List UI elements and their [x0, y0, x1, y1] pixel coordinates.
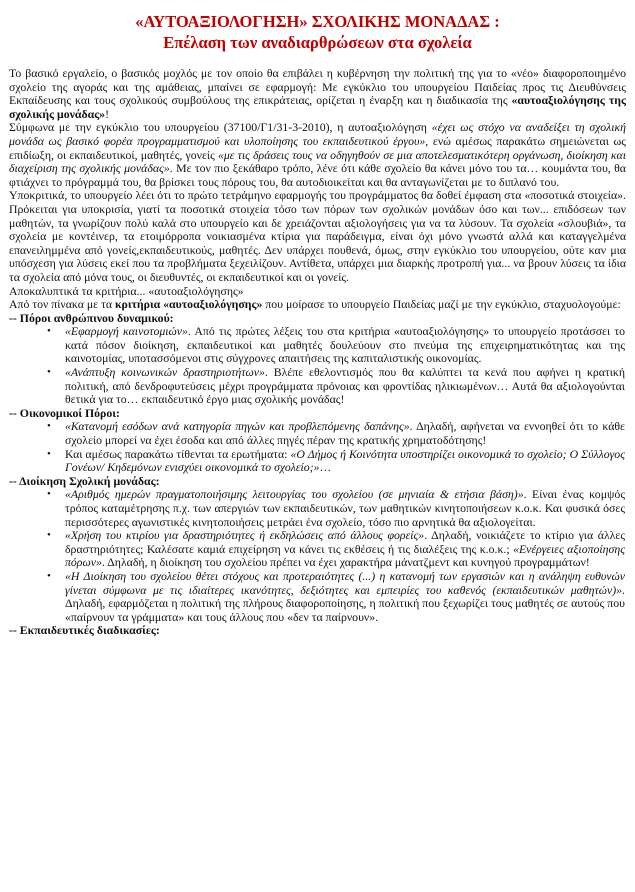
- item-text: . Δηλαδή, νοικιάζετε το κτίριο για άλλες δραστηριότητες; Καλέσατε καμιά επιχείρηση να κάνει τις εκθέσεις ή τις διαλέξεις της κ.ο.κ.;: [65, 528, 626, 556]
- item-italic: «Κατανομή εσόδων ανά κατηγορία πηγών και προβλεπόμενης δαπάνης»: [65, 419, 410, 434]
- item-tail: . Δηλαδή, η διοίκηση του σχολείου πρέπει να έχει χαρακτήρα μάνατζμεντ και κυνηγού προγραμμάτων!: [101, 555, 590, 570]
- list-item: [9, 420, 626, 447]
- para2-text-a: Σύμφωνα με την εγκύκλιο του υπουργείου (37100/Γ1/31-3-2010), η αυτοαξιολόγηση: [9, 120, 432, 135]
- list-item: [9, 570, 626, 624]
- bullet-icon: •: [47, 447, 51, 460]
- intro-text: Το βασικό εργαλείο, ο βασικός μοχλός με τον οποίο θα επιβάλει η κυβέρνηση την πολιτική της για το «νέο» διαφοροποιημένο σχολείο της αγοράς και της αμάθειας, μπαίνει σε εφαρμογή: Με εγκύκλιο του υπουργείου Παιδείας προς τις Διευθύνσεις Εκπαίδευσης και τους σχολικούς συμβούλους της επικράτειας, ορίζεται η έναρξη και η διαδικασία της: [9, 66, 626, 108]
- item-italic-2: «Ο Δήμος ή Κοινότητα υποστηρίζει οικονομικά το σχολείο; Ο Σύλλογος Γονέων/ Κηδεμόνων ενισχύει οικονομικά το σχολείο;»: [65, 446, 625, 475]
- para5-text-a: Από τον πίνακα με τα: [9, 297, 115, 312]
- para2-italic-b: «έχει ως στόχο να αναδείξει τη σχολική μονάδα ως βασικό φορέα προγραμματισμού και υλοποίησης του εκπαιδευτικού έργου»: [9, 120, 626, 148]
- section-list-school-administration: [9, 488, 626, 624]
- bullet-icon: •: [47, 366, 51, 379]
- title-line-1: «ΑΥΤΟΑΞΙΟΛΟΓΗΣΗ» ΣΧΟΛΙΚΗΣ ΜΟΝΑΔΑΣ :: [135, 12, 500, 31]
- list-item: [9, 488, 626, 529]
- bullet-icon: •: [47, 488, 51, 501]
- bullet-icon: •: [47, 325, 51, 338]
- item-text: . Από τις πρώτες λέξεις του στα κριτήρια «αυτοαξιολόγησης» το υπουργείο προτάσσει το κατά πόσον διοίκηση, εκπαιδευτικοί και μαθητές δουλεύουν στο πνεύμα της επιχειρηματικότητας και της καινοτομίας, υποτασσόμενοι στις σύγχρονες απαιτήσεις της καπιταλιστικής οικονομίας.: [65, 324, 625, 366]
- para5-bold: κριτήρια «αυτοαξιολόγησης»: [114, 297, 263, 312]
- list-item: [9, 325, 626, 366]
- item-text: . Είναι ένας κομψός τρόπος καταμέτρησης π.χ. των απεργιών των εκπαιδευτικών, των μαθητικών κινητοποιήσεων κ.ο.κ. Και φυσικά όσες περισσότερες αγωνιστικές κινητοποιήσεις μετράει ένα σχολείο, τόσο πιο αρνητικά θα αξιολογείται.: [65, 487, 625, 529]
- item-italic-2: «Ενέργειες αξιοποίησης πόρων»: [65, 541, 625, 570]
- section-heading-school-administration: -- Διοίκηση Σχολική μονάδας:: [9, 473, 160, 488]
- section-list-human-resources: [9, 325, 626, 407]
- para5-text-c: που μοίρασε το υπουργείο Παιδείας μαζί με την εγκύκλιο, σταχυολογούμε:: [262, 297, 621, 312]
- bullet-icon: •: [47, 569, 51, 582]
- paragraph-3: Υποκριτικά, το υπουργείο λέει ότι το πρώτο τετράμηνο εφαρμογής του προγράμματος θα δοθεί έμφαση στα «ποσοτικά στοιχεία». Πρόκειται για υποκρισία, γιατί τα ποσοτικά στοιχεία τόσο των πόρων των σχολικών μονάδων όσο και των... επιδόσεων των μαθητών, τα γνωρίζουν πολύ καλά στο υπουργείο και δε χρειάζονται αξιολογήσεις για να τα λύσουν. Τα σχολεία «σλουβιά», τα σχολεία με κοντέινερ, τα ετοιμόρροπα νοικιασμένα κτίρια για παράδειγμα, είναι όχι μόνο γνωστά αλλά και καταγγελμένα επανειλημμένα από γονείς,εκπαιδευτικούς, μαθητές. Δεν υπάρχει πουθενά, όμως, στην εγκύκλιο του υπουργείου, ούτε καν μια υπόσχεση για λύσεις εκεί που τα προβλήματα ξεχειλίζουν. Αντίθετα, υπάρχει μια διαρκής προτροπή για... να βρουν λύσεις τα ίδια τα σχολεία από μόνα τους, οι διευθυντές, οι εκπαιδευτικοί και οι γονείς.: [9, 188, 626, 284]
- item-italic: «Η Διοίκηση του σχολείου θέτει στόχους και προτεραιότητες (...) η κατανομή των εργασιών και η ανάληψη ευθυνών γίνεται σύμφωνα με τις ιδιαίτερες ικανότητες, δεξιότητες και εμπειρίες του καθενός (εκπαιδευτικών μαθητών)»: [65, 568, 625, 597]
- list-item: [9, 529, 626, 570]
- item-italic: «Χρήση του κτιρίου για δραστηριότητες ή εκδηλώσεις από άλλους φορείς»: [65, 528, 425, 543]
- paragraph-5: [9, 298, 626, 312]
- section-heading-human-resources: -- Πόροι ανθρώπινου δυναμικού:: [9, 310, 174, 325]
- item-tail: …: [319, 460, 332, 475]
- item-text: . Βλέπε εθελοντισμός που θα καλύπτει τα κενά που αφήνει η κρατική πολιτική, από δενδροφυτεύσεις μέχρι προγράμματα πρόνοιας και φροντίδας ηλικιωμένων… Αυτά θα αξιολογούνται θετικά για το… εκπαιδευτικό έργο μιας σχολικής μονάδας!: [65, 365, 625, 407]
- item-italic: «Εφαρμογή καινοτομιών»: [65, 324, 188, 339]
- list-item: [9, 448, 626, 475]
- section-heading-financial-resources: -- Οικονομικοί Πόροι:: [9, 405, 120, 420]
- intro-bold: «αυτοαξιολόγησης της σχολικής μονάδας»: [9, 93, 626, 121]
- para2-text-e: . Με τον πιο ξεκάθαρο τρόπο, λένε ότι κάθε σχολείο θα κάνει μόνο του τα… κουμάντα του, θα φτιάχνει το πρόγραμμά του, θα βρίσκει τους πόρους του, θα αυτοδιοικείται και θα ανταγωνίζεται με το διπλανό του.: [9, 161, 626, 189]
- bullet-icon: •: [47, 420, 51, 433]
- item-text: . Δηλαδή, εφαρμόζεται η πολιτική της πλήρους διαφοροποίησης, η πολιτική που ξεχωρίζει τους μαθητές σε αυτούς που «παίρνουν τα γράμματα» και τους άλλους που «δεν τα παίρνουν».: [65, 582, 625, 624]
- intro-tail: !: [105, 106, 110, 121]
- bullet-icon: •: [47, 529, 51, 542]
- item-italic: «Αριθμός ημερών πραγματοποιήσιμης λειτουργίας του σχολείου (σε μηνιαία & ετήσια βάση)»: [65, 487, 524, 502]
- title-line-2: Επέλαση των αναδιαρθρώσεων στα σχολεία: [163, 33, 472, 52]
- intro-paragraph: [9, 67, 626, 121]
- list-item: [9, 366, 626, 407]
- para2-italic-d: «με τις δράσεις τους να οδηγηθούν σε μια αποτελεσματικότερη οργάνωση, διοίκηση και διαχείριση της σχολικής μονάδας»: [9, 147, 626, 176]
- section-list-financial-resources: [9, 420, 626, 474]
- item-text: . Δηλαδή, αφήνεται να εννοηθεί ότι το κάθε σχολείο μπορεί να έχει έσοδα και από άλλες πηγές πέραν της κρατικής χρηματοδότησης!: [65, 419, 625, 448]
- section-heading-educational-processes: -- Εκπαιδευτικές διαδικασίες:: [9, 623, 160, 638]
- paragraph-2: [9, 121, 626, 189]
- item-text: Και αμέσως παρακάτω τίθενται τα ερωτήματα:: [65, 446, 291, 461]
- document-title: [9, 11, 626, 53]
- paragraph-4: Αποκαλυπτικά τα κριτήρια... «αυτοαξιολόγησης»: [9, 283, 244, 298]
- item-italic: «Ανάπτυξη κοινωνικών δραστηριοτήτων»: [65, 365, 265, 380]
- para2-text-c: , ενώ αμέσως παρακάτω σημειώνεται ως επιδίωξη, οι εκπαιδευτικοί, μαθητές, γονείς: [9, 133, 626, 162]
